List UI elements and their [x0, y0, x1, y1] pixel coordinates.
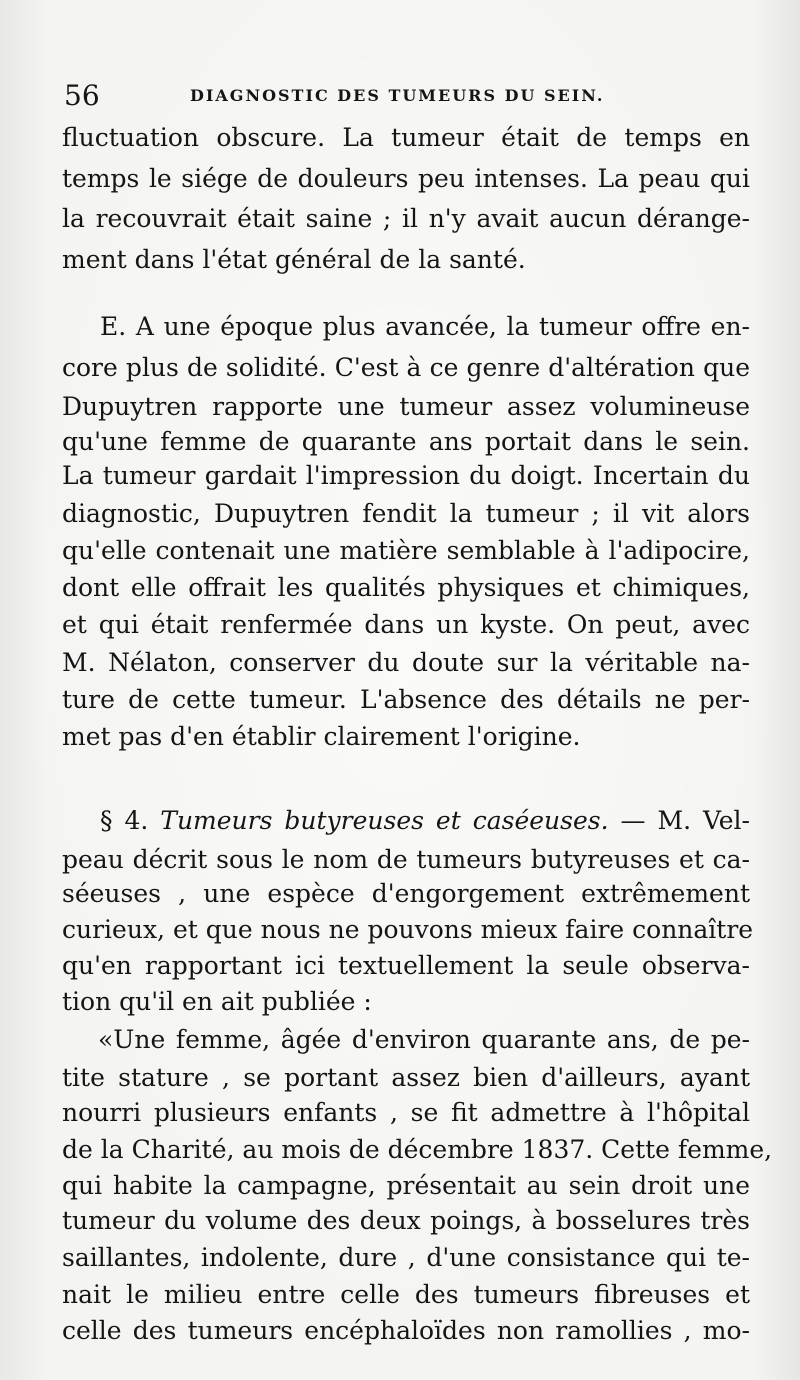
- text-line: tion qu'il en ait publiée :: [62, 987, 372, 1016]
- text-line: la recouvrait était saine ; il n'y avait aucun dérange-: [62, 204, 750, 233]
- section-number: § 4.: [100, 806, 149, 835]
- text-line: M. Nélaton, conserver du doute sur la véritable na-: [62, 648, 750, 677]
- text-line: et qui était renfermée dans un kyste. On peut, avec: [62, 610, 750, 639]
- text-line: qu'en rapportant ici textuellement la seule observa-: [62, 951, 750, 980]
- text-line: tumeur du volume des deux poings, à bosselures très: [62, 1206, 750, 1235]
- running-title: DIAGNOSTIC DES TUMEURS DU SEIN.: [190, 86, 605, 105]
- text-line: met pas d'en établir clairement l'origine.: [62, 722, 581, 751]
- text-line: dont elle offrait les qualités physiques et chimiques,: [62, 573, 750, 602]
- text-line: core plus de solidité. C'est à ce genre d'altération que: [62, 353, 750, 382]
- text-line: ment dans l'état général de la santé.: [62, 245, 526, 274]
- text-line: E. A une époque plus avancée, la tumeur offre en-: [100, 312, 750, 341]
- text-line: fluctuation obscure. La tumeur était de temps en: [62, 123, 750, 152]
- text-line: La tumeur gardait l'impression du doigt. Incertain du: [62, 461, 750, 490]
- text-line: ture de cette tumeur. L'absence des détails ne per-: [62, 685, 750, 714]
- text-line: saillantes, indolente, dure , d'une consistance qui te-: [62, 1243, 750, 1272]
- text-line: qui habite la campagne, présentait au sein droit une: [62, 1171, 750, 1200]
- text-line: tite stature , se portant assez bien d'ailleurs, ayant: [62, 1063, 750, 1092]
- section-dash-text: — M. Vel-: [620, 806, 750, 835]
- text-line: celle des tumeurs encéphaloïdes non ramollies , mo-: [62, 1316, 750, 1345]
- text-line: qu'une femme de quarante ans portait dans le sein.: [62, 427, 750, 456]
- section-heading: [100, 801, 750, 841]
- page-number: 56: [64, 79, 100, 112]
- text-line: peau décrit sous le nom de tumeurs butyreuses et ca-: [62, 845, 750, 874]
- text-line: qu'elle contenait une matière semblable à l'adipocire,: [62, 536, 750, 565]
- text-line: séeuses , une espèce d'engorgement extrêmement: [62, 879, 750, 908]
- text-line: de la Charité, au mois de décembre 1837. Cette femme,: [62, 1135, 773, 1164]
- text-line: curieux, et que nous ne pouvons mieux faire connaître: [62, 915, 754, 944]
- running-head: [64, 76, 744, 116]
- text-line: nait le milieu entre celle des tumeurs fibreuses et: [62, 1280, 750, 1309]
- text-line: nourri plusieurs enfants , se fit admettre à l'hôpital: [62, 1098, 750, 1127]
- section-title: Tumeurs butyreuses et caséeuses.: [160, 806, 609, 835]
- text-line: Dupuytren rapporte une tumeur assez volumineuse: [62, 392, 750, 421]
- text-line: «Une femme, âgée d'environ quarante ans, de pe-: [98, 1025, 750, 1054]
- text-line: diagnostic, Dupuytren fendit la tumeur ; il vit alors: [62, 499, 750, 528]
- text-line: temps le siége de douleurs peu intenses. La peau qui: [62, 164, 750, 193]
